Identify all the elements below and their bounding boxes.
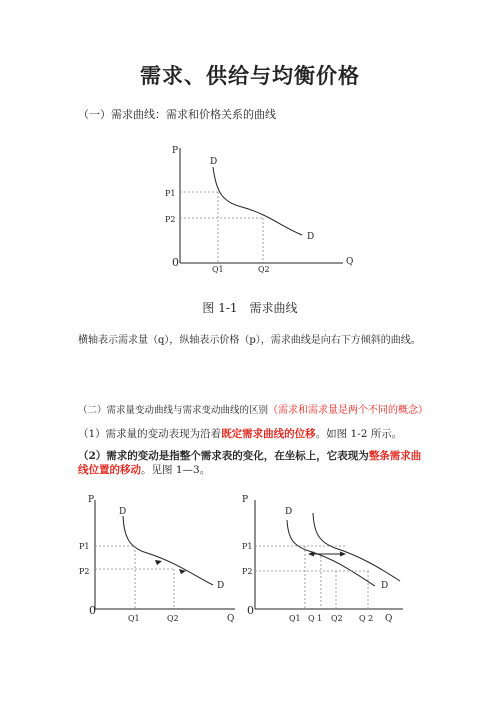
curve-label-top: D [210, 157, 218, 167]
p1-label: P1 [165, 189, 176, 198]
p-axis-label: P [242, 495, 249, 505]
section-2-note: （需求和需求量是两个不同的概念） [268, 405, 429, 416]
p-axis-label: P [88, 495, 95, 505]
figure-1-caption: 图 1-1 需求曲线 [202, 301, 298, 315]
arrow-head-1-icon [155, 560, 162, 565]
curve-label-top: D [119, 507, 127, 517]
curve-label-end: D [217, 581, 225, 591]
page-title: 需求、供给与均衡价格 [140, 63, 360, 88]
q2-label: Q2 [258, 265, 270, 274]
curve-label-end: D [381, 581, 389, 591]
q2-label: Q2 [331, 614, 343, 623]
figure-2-movement-along-curve [75, 488, 245, 628]
demand-curve [213, 167, 302, 235]
p2-label: P2 [165, 215, 176, 224]
point-2-text-b: 。见图 1—3。 [141, 464, 211, 476]
q2-prime-label: Q 2 [359, 614, 374, 623]
point-1-line [78, 426, 402, 441]
section-2-heading: （二）需求量变动曲线与需求变动曲线的区别 [78, 405, 269, 416]
origin-label: 0 [247, 604, 254, 617]
q-axis-label: Q [385, 614, 393, 624]
q-axis-label: Q [227, 614, 235, 624]
section-2-heading-line [78, 401, 428, 416]
shift-arrow-left-icon [308, 552, 314, 557]
curve-label-end: D [307, 232, 315, 242]
q1-prime-label: Q 1 [308, 614, 323, 623]
demand-curve-original [287, 520, 375, 586]
origin-label: 0 [89, 604, 96, 617]
q1-label: Q1 [212, 265, 224, 274]
p1-label: P1 [79, 542, 90, 551]
point-1-text-b: 。如图 1-2 所示。 [315, 428, 403, 440]
p2-label: P2 [242, 567, 253, 576]
section-1-heading: （一）需求曲线：需求和价格关系的曲线 [78, 108, 276, 121]
curve-label-top: D [285, 507, 293, 517]
point-1-highlight: 既定需求曲线的位移 [221, 428, 316, 440]
q2-label: Q2 [167, 614, 179, 623]
origin-label: 0 [172, 256, 179, 269]
p-axis-label: P [172, 146, 179, 156]
paragraph-axis-description: 横轴表示需求量（q），纵轴表示价格（p），需求曲线是向右下方倾斜的曲线。 [78, 335, 421, 346]
shift-arrow-right-icon [340, 552, 346, 557]
p1-label: P1 [242, 542, 253, 551]
demand-curve [123, 516, 213, 585]
q1-label: Q1 [289, 614, 301, 623]
figure-3-shift-of-curve [235, 488, 410, 628]
figure-1-demand-curve [160, 140, 360, 280]
point-2-text-a: （2）需求的变动是指整个需求表的变化，在坐标上，它表现为 [78, 450, 369, 462]
q-axis-label: Q [346, 257, 354, 267]
point-2-paragraph [78, 449, 428, 477]
point-2-highlight: 整条需求曲线位置的移动 [78, 450, 422, 476]
q1-label: Q1 [128, 614, 140, 623]
point-1-text-a: （1）需求量的变动表现为沿着 [78, 428, 222, 440]
p2-label: P2 [79, 567, 90, 576]
